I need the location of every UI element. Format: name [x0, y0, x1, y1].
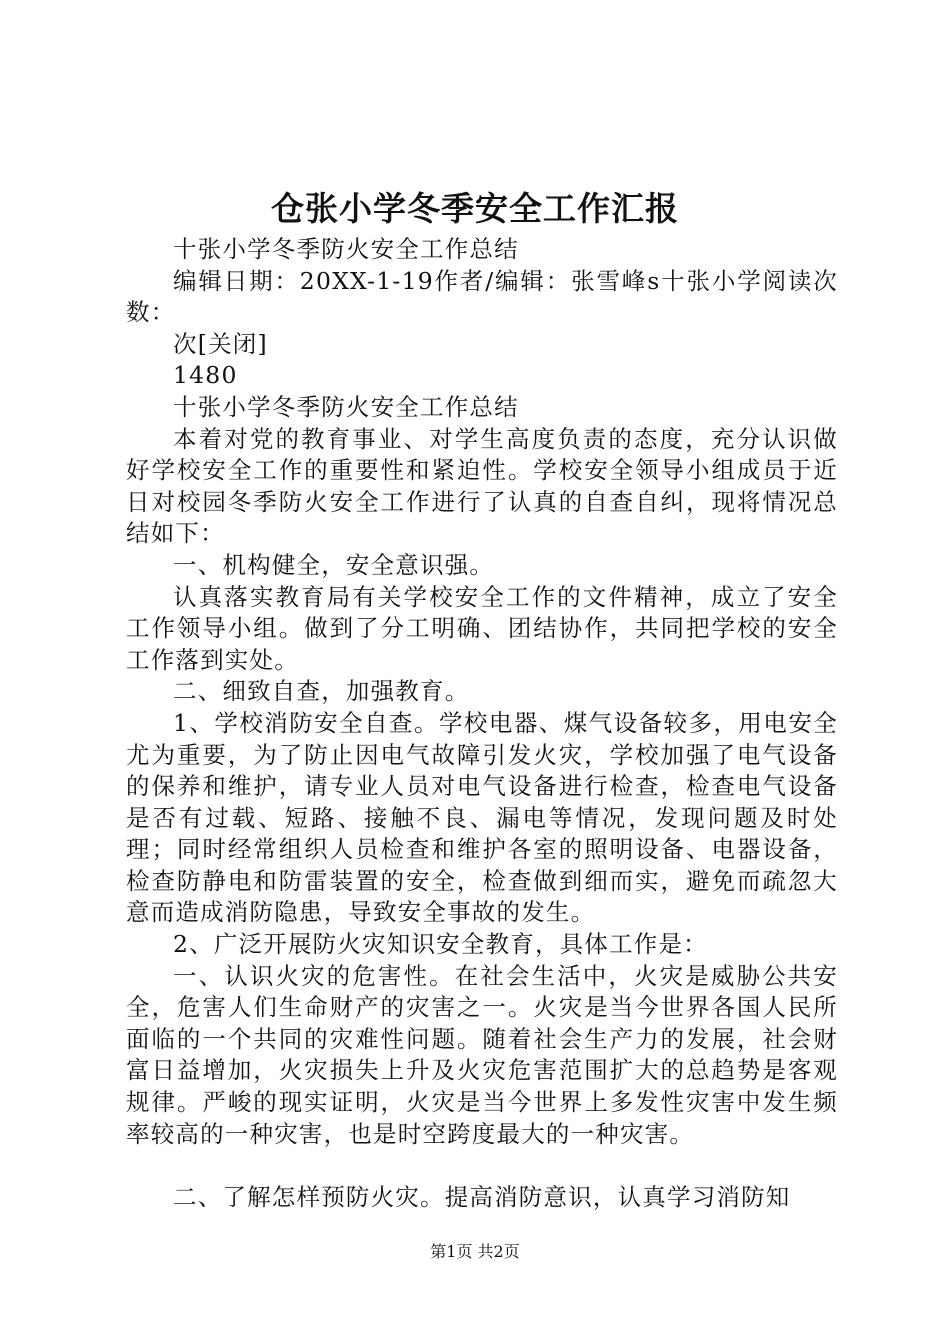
paragraph: 十张小学冬季防火安全工作总结: [173, 235, 519, 263]
paragraph: 一、认识火灾的危害性。在社会生活中，火灾是威胁公共安全，危害人们生命财产的灾害之一。火灾是当今世界各国人民所面临的一个共同的灾难性问题。随着社会生产力的发展，社会财富日益增加，火灾损失上升及火灾危害范围扩大的总趋势是客观规律。严峻的现实证明，火灾是当今世界上多发性灾害中发生频率较高的一种灾害，也是时空跨度最大的一种灾害。: [126, 961, 838, 1148]
paragraph: 次[关闭]: [173, 329, 268, 358]
document-title: 仓张小学冬季安全工作汇报: [271, 189, 679, 228]
paragraph: 十张小学冬季防火安全工作总结: [173, 392, 519, 421]
document-body: [126, 234, 838, 1213]
paragraph: 1、学校消防安全自查。学校电器、煤气设备较多，用电安全尤为重要，为了防止因电气故障引发火灾，学校加强了电气设备的保养和维护，请专业人员对电气设备进行检查，检查电气设备是否有过载、短路、接触不良、漏电等情况，发现问题及时处理；同时经常组织人员检查和维护各室的照明设备、电器设备，检查防静电和防雷装置的安全，检查做到细而实，避免而疏忽大意而造成消防隐患，导致安全事故的发生。: [126, 708, 838, 927]
page-footer: 第1页 共2页: [430, 1242, 520, 1261]
paragraph: 编辑日期：20XX-1-19作者/编辑：张雪峰s十张小学阅读次数：: [126, 266, 838, 327]
paragraph: 二、了解怎样预防火灾。提高消防意识，认真学习消防知: [173, 1182, 791, 1211]
paragraph: 1480: [173, 361, 238, 390]
paragraph: 认真落实教育局有关学校安全工作的文件精神，成立了安全工作领导小组。做到了分工明确、团结协作，共同把学校的安全工作落到实处。: [126, 582, 838, 674]
paragraph: 本着对党的教育事业、对学生高度负责的态度，充分认识做好学校安全工作的重要性和紧迫性。学校安全领导小组成员于近日对校园冬季防火安全工作进行了认真的自查自纠，现将情况总结如下：: [126, 424, 838, 548]
paragraph: 一、机构健全，安全意识强。: [173, 550, 495, 579]
paragraph: 二、细致自查，加强教育。: [173, 677, 470, 706]
paragraph: 2、广泛开展防火灾知识安全教育，具体工作是：: [173, 930, 708, 959]
